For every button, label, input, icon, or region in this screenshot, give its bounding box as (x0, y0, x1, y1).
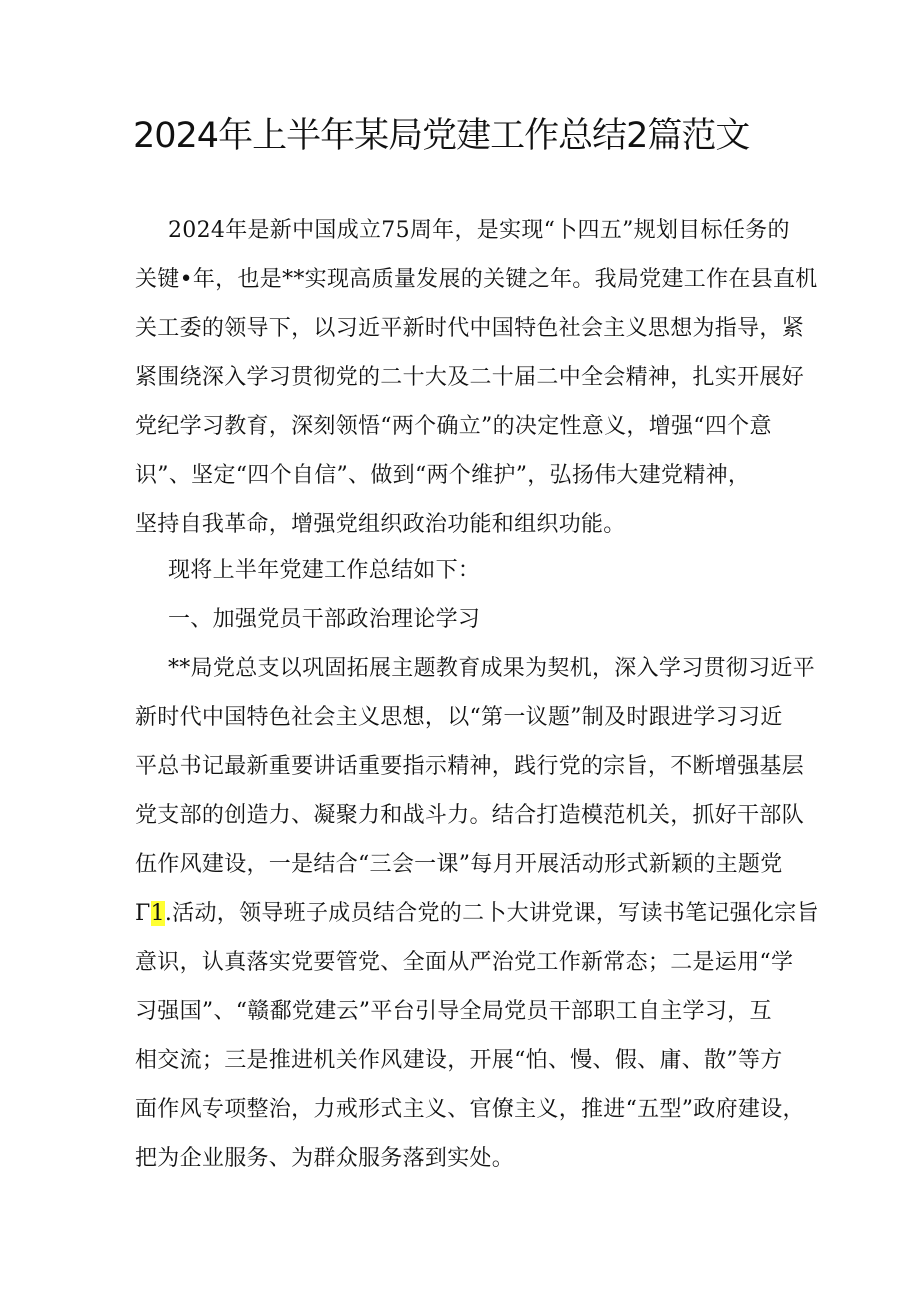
document-title: 2024年上半年某局党建工作总结2篇范文 (133, 116, 750, 156)
paragraph-line: 面作风专项整治，力戒形式主义、官僚主义，推进“五型”政府建设， (135, 1097, 805, 1122)
paragraph-line: 识”、坚定“四个自信”、做到“两个维护”，弘扬伟大建党精神， (135, 463, 751, 488)
paragraph-line-marked (135, 889, 819, 938)
paragraph-summary-lead (135, 546, 795, 595)
paragraph-line: 把为企业服务、为群众服务落到实处。 (135, 1146, 515, 1171)
paragraph-line: 紧围绕深入学习贯彻党的二十大及二十届二中全会精神，扎实开展好 (135, 365, 805, 390)
paragraph-line: 现将上半年党建工作总结如下： (168, 558, 481, 583)
paragraph-line: 关工委的领导下，以习近平新时代中国特色社会主义思想为指导，紧 (135, 316, 805, 341)
paragraph-line: 坚持自我革命，增强党组织政治功能和组织功能。 (135, 512, 626, 537)
paragraph-line: 相交流；三是推进机关作风建设，开展“怕、慢、假、庸、散”等方 (135, 1048, 783, 1073)
paragraph-line: 关键•年，也是**实现高质量发展的关键之年。我局党建工作在县直机 (135, 267, 818, 292)
paragraph-line: 平总书记最新重要讲话重要指示精神，践行党的宗旨，不断增强基层 (135, 754, 805, 779)
section-heading-text: 一、加强党员干部政治理论学习 (168, 607, 481, 632)
paragraph-line: 党纪学习教育，深刻领悟“两个确立”的决定性意义，增强“四个意 (135, 414, 772, 439)
paragraph-line: 党支部的创造力、凝聚力和战斗力。结合打造模范机关，抓好干部队 (135, 803, 805, 828)
paragraph-line: 习强国”、“赣鄱党建云”平台引导全局党员干部职工自主学习，互 (135, 999, 772, 1024)
paragraph-line: 伍作风建设，一是结合“三会一课”每月开展活动形式新颖的主题党 (135, 852, 783, 877)
paragraph-intro (135, 206, 818, 549)
mark-prefix: Γ (135, 901, 151, 926)
paragraph-line: 2024年是新中国成立75周年，是实现“卜四五”规划目标任务的 (168, 218, 790, 243)
paragraph-line: 新时代中国特色社会主义思想，以“第一议题”制及时跟进学习习近 (135, 705, 783, 730)
highlighted-marker: 1 (150, 901, 165, 926)
paragraph-section-1-body (135, 644, 819, 1183)
paragraph-line: **局党总支以巩固拓展主题教育成果为契机，深入学习贯彻习近平 (168, 656, 816, 681)
paragraph-line: 意识，认真落实党要管党、全面从严治党工作新常态；二是运用“学 (135, 950, 794, 975)
mark-suffix: .活动，领导班子成员结合党的二卜大讲党课，写读书笔记强化宗旨 (164, 901, 819, 926)
section-heading-1 (135, 595, 795, 644)
